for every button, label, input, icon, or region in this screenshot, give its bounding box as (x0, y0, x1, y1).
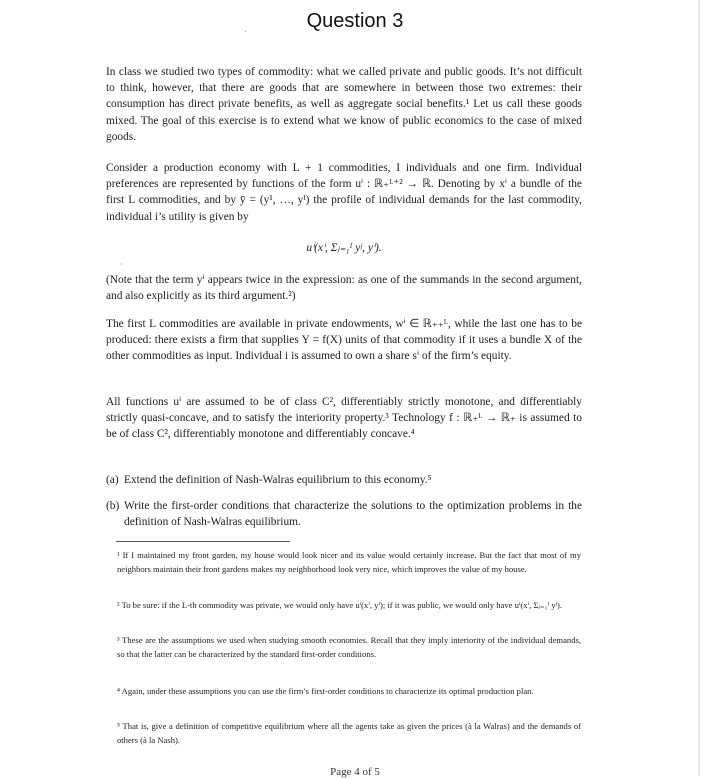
question-item-a (106, 472, 582, 488)
item-text: Extend the definition of Nash-Walras equilibrium to this economy.⁵ (124, 474, 432, 486)
footnote-2: ² To be sure: if the L-th commodity was private, we would only have uⁱ(xⁱ, yⁱ); if it was public, we would only have uⁱ(xⁱ, Σⱼ₌₁ᴵ yʲ). (117, 600, 562, 610)
footnote-divider (116, 541, 290, 542)
note-paragraph: (Note that the term yⁱ appears twice in the expression: as one of the summands in the second argument, and also explicitly as its third argument.²) (106, 274, 582, 303)
page-title: Question 3 (306, 10, 404, 32)
scan-speck: · (244, 27, 248, 38)
footnote-4: ⁴ Again, under these assumptions you can use the firm’s first-order conditions to characterize its optimal production plan. (117, 686, 534, 696)
page-number: Page 4 of 5 (330, 766, 380, 778)
footnote-5: ⁵ That is, give a definition of competitive equilibrium where all the agents take as given the prices (à la Walras) and the demands of others (à la Nash). (117, 721, 581, 745)
assumptions-paragraph: All functions uⁱ are assumed to be of class C², differentiably strictly monotone, and differentiably strictly quasi-concave, and to satisfy the interiority property.³ Technology f : ℝ₊ᴸ → ℝ₊ is assumed to be of class C², differentiably monotone and differentiably concave.⁴ (106, 396, 582, 441)
endowments-paragraph: The first L commodities are available in private endowments, wⁱ ∈ ℝ₊₊ᴸ, while the last one has to be produced: there exists a firm that supplies Y = f(X) units of that commodity if it uses a bundle X of the other commodities as input. Individual i is assumed to own a share sⁱ of the firm’s equity. (106, 318, 582, 363)
intro-paragraph: In class we studied two types of commodity: what we called private and public goods. It’s not difficult to think, however, that there are goods that are somewhere in between those two extremes: their consumption has direct private benefits, as well as aggregate social benefits.¹ Let us call these goods mixed. The goal of this exercise is to extend what we know of public economics to the case of mixed goods. (106, 66, 582, 143)
utility-equation: uⁱ(xⁱ, Σⱼ₌₁ᴵ yʲ, yⁱ). (306, 242, 382, 254)
scan-speck-left: ' (120, 262, 123, 271)
footnote-3: ³ These are the assumptions we used when studying smooth economies. Recall that they imply interiority of the individual demands, so that the latter can be characterized by the standard first-order conditions. (117, 635, 581, 659)
footnote-1: ¹ If I maintained my front garden, my house would look nicer and its value would certainly increase. But the fact that most of my neighbors maintain their front gardens makes my neighborhood look very nice, which improves the value of my house. (117, 550, 581, 574)
question-item-b (106, 498, 582, 530)
setup-paragraph: Consider a production economy with L + 1 commodities, I individuals and one firm. Individual preferences are represented by functions of the form uⁱ : ℝ₊ᴸ⁺² → ℝ. Denoting by xⁱ a bundle of the first L commodities, and by ȳ = (y¹, …, yᴵ) the profile of individual demands for the last commodity, individual i’s utility is given by (106, 162, 582, 223)
item-label: (a) (106, 474, 119, 486)
scan-edge-line (698, 0, 700, 776)
item-text: Write the first-order conditions that characterize the solutions to the optimization problems in the definition of Nash-Walras equilibrium. (124, 500, 582, 529)
item-label: (b) (106, 500, 120, 512)
